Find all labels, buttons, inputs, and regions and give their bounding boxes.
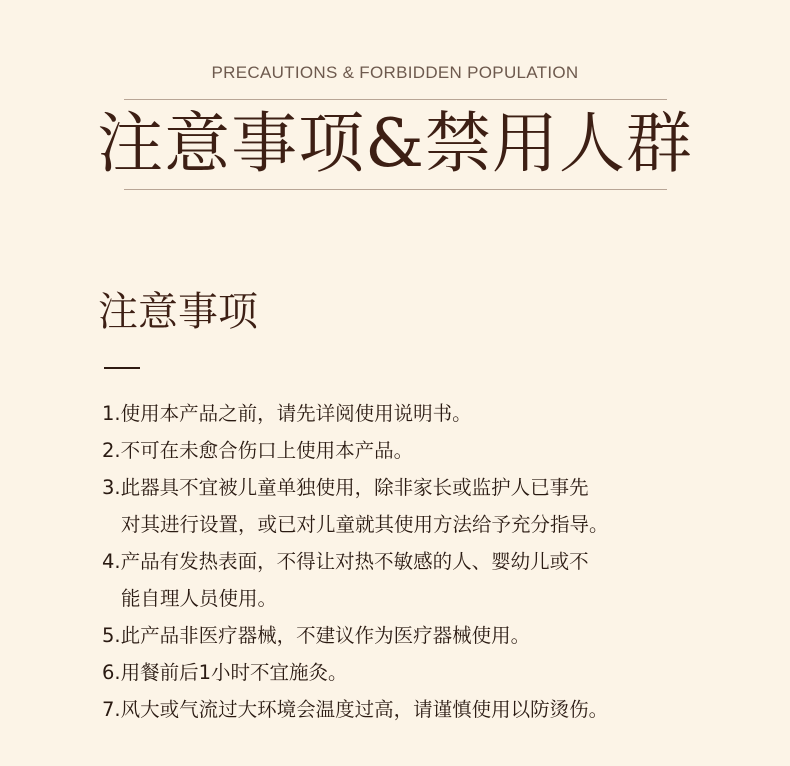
list-item bbox=[102, 654, 762, 691]
header-bottom-rule bbox=[124, 189, 667, 190]
list-item-text: 5.此产品非医疗器械，不建议作为医疗器械使用。 bbox=[102, 624, 531, 647]
header-title-zh: 注意事项&禁用人群 bbox=[97, 105, 693, 182]
list-item-continuation: 对其进行设置，或已对儿童就其使用方法给予充分指导。 bbox=[121, 513, 609, 536]
list-item-continuation: 能自理人员使用。 bbox=[121, 587, 278, 610]
header-top-rule bbox=[124, 99, 667, 100]
header-subtitle-en: PRECAUTIONS & FORBIDDEN POPULATION bbox=[211, 63, 579, 82]
list-item-text: 1.使用本产品之前，请先详阅使用说明书。 bbox=[102, 402, 472, 425]
precautions-list bbox=[102, 395, 762, 728]
list-item bbox=[102, 395, 762, 432]
section-title-underline bbox=[104, 367, 140, 369]
list-item-text: 7.风大或气流过大环境会温度过高，请谨慎使用以防烫伤。 bbox=[102, 698, 609, 721]
list-item bbox=[102, 691, 762, 728]
list-item bbox=[102, 543, 762, 617]
list-item bbox=[102, 617, 762, 654]
list-item-text: 2.不可在未愈合伤口上使用本产品。 bbox=[102, 439, 414, 462]
list-item bbox=[102, 432, 762, 469]
list-item-text: 3.此器具不宜被儿童单独使用，除非家长或监护人已事先 bbox=[102, 476, 589, 499]
list-item-text: 4.产品有发热表面，不得让对热不敏感的人、婴幼儿或不 bbox=[102, 550, 589, 573]
section-title: 注意事项 bbox=[98, 289, 258, 335]
list-item bbox=[102, 469, 762, 543]
list-item-text: 6.用餐前后1小时不宜施灸。 bbox=[102, 661, 348, 684]
